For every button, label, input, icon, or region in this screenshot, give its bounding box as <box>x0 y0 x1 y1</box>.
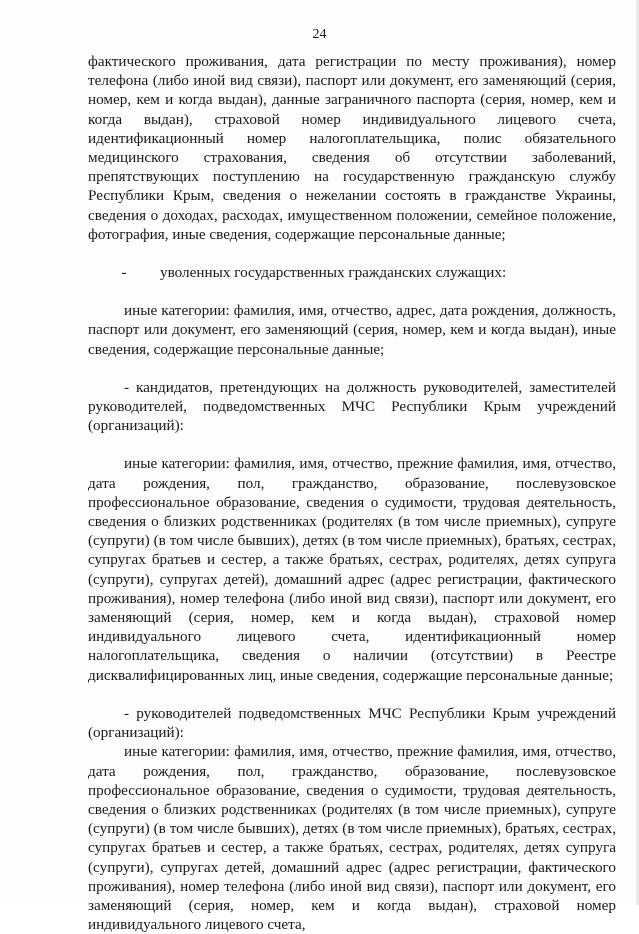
list-item-candidates: - кандидатов, претендующих на должность руководителей, заместителей руководителей, подведомственных МЧС Республики Крым учреждений (организаций): <box>88 378 616 435</box>
paragraph-candidates-categories: иные категории: фамилия, имя, отчество, прежние фамилия, имя, отчество, дата рождения, пол, гражданство, образование, послевузовское профессиональное образование, сведения о судимости, трудовая деятельность, сведения о близких родственниках (родителях (в том числе приемных), супруге (супруги) (в том числе бывших), детях (в том числе приемных), братьях, сестрах, супругах братьев и сестер, а также братьях, сестрах, родителях, детях супруга (супруги), супругах детей), домашний адрес (адрес регистрации, фактического проживания), номер телефона (либо иной вид связи), паспорт или документ, его заменяющий (серия, номер, кем и когда выдан), страховой номер индивидуального лицевого счета, идентификационный номер налогоплательщика, сведения о наличии (отсутствии) в Реестре дисквалифицированных лиц, иные сведения, содержащие персональные данные; <box>88 455 616 684</box>
list-item-dismissed-employees <box>88 263 616 282</box>
page-number: 24 <box>312 27 327 42</box>
page-content <box>88 52 616 934</box>
list-dash: - <box>121 264 127 282</box>
paragraph-heads-categories: иные категории: фамилия, имя, отчество, прежние фамилия, имя, отчество, дата рождения, пол, гражданство, образование, послевузовское профессиональное образование, сведения о судимости, трудовая деятельность, сведения о близких родственниках (родителях (в том числе приемных), супруге (супруги) (в том числе бывших), детях (в том числе приемных), братьях, сестрах, супругах братьев и сестер, а также братьях, сестрах, родителях, детях супруга (супруги), супругах детей, домашний адрес (адрес регистрации, фактического проживания), номер телефона (либо иной вид связи), паспорт или документ, его заменяющий (серия, номер, кем и когда выдан), страховой номер индивидуального лицевого счета, <box>88 743 616 934</box>
paragraph-dismissed-categories: иные категории: фамилия, имя, отчество, адрес, дата рождения, должность, паспорт или документ, его заменяющий (серия, номер, кем и когда выдан), иные сведения, содержащие персональные данные; <box>88 302 616 358</box>
list-item-text: уволенных государственных гражданских служащих: <box>160 264 507 282</box>
paragraph-continuation: фактического проживания, дата регистрации по месту проживания), номер телефона (либо иной вид связи), паспорт или документ, его заменяющий (серия, номер, кем и когда выдан), данные заграничного паспорта (серия, номер, кем и когда выдан), страховой номер индивидуального лицевого счета, идентификационный номер налогоплательщика, полис обязательного медицинского страхования, сведения об отсутствии заболеваний, препятствующих поступлению на государственную гражданскую службу Республики Крым, сведения о нежелании состоять в гражданстве Украины, сведения о доходах, расходах, имущественном положении, семейное положение, фотография, иные сведения, содержащие персональные данные; <box>88 53 616 243</box>
list-item-heads: - руководителей подведомственных МЧС Республики Крым учреждений (организаций): <box>88 704 616 742</box>
